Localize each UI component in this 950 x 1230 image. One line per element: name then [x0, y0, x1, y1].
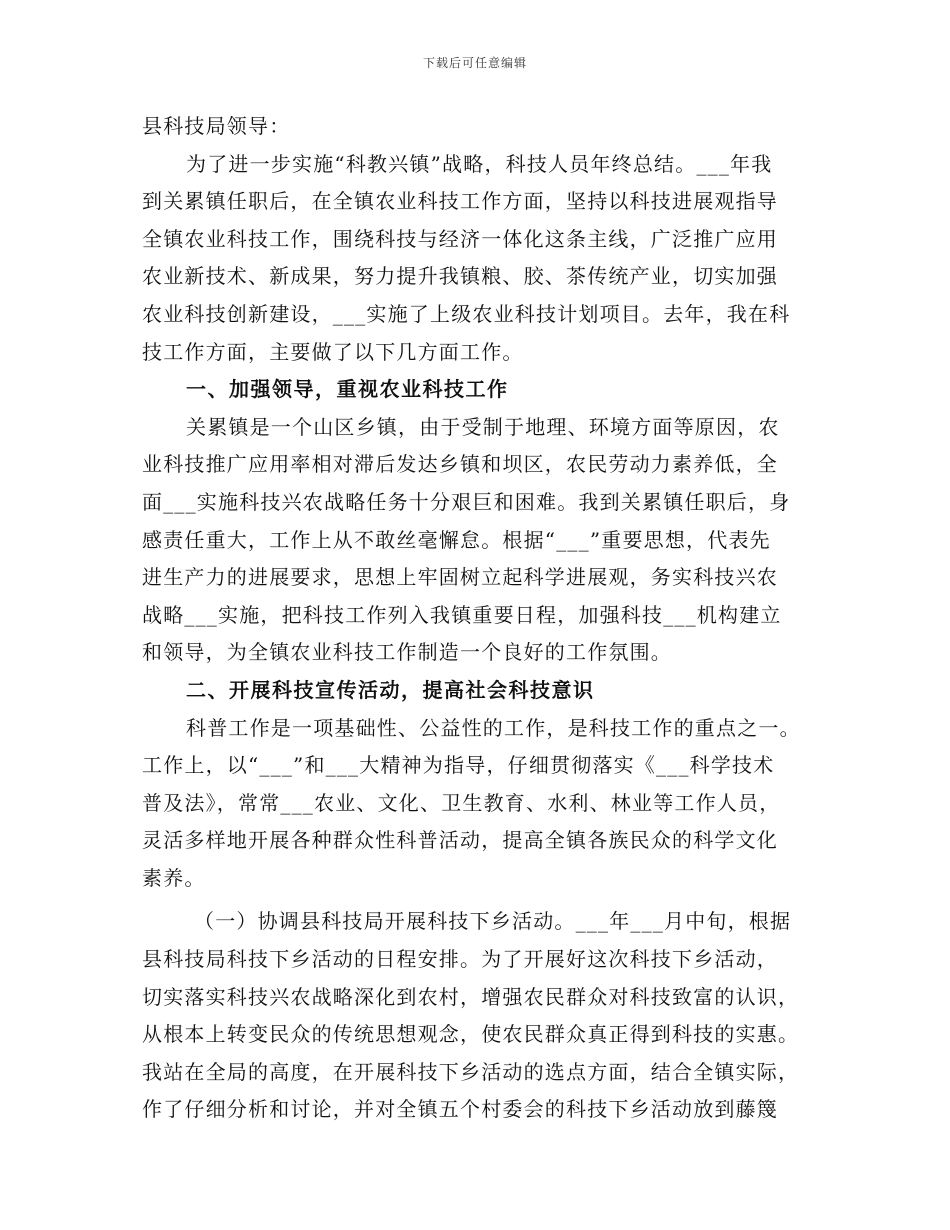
- paragraph-line: 工作上，以“___”和___大精神为指导，仔细贯彻落实《___科学技术: [142, 753, 775, 778]
- header-note: 下载后可任意编辑: [422, 56, 527, 70]
- paragraph-line: 战略___实施，把科技工作列入我镇重要日程，加强科技___机构建立: [142, 602, 782, 627]
- paragraph-line: 为了进一步实施“科教兴镇”战略，科技人员年终总结。___年我: [186, 151, 773, 176]
- salutation: 县科技局领导：: [142, 114, 291, 138]
- paragraph-line: 业科技推广应用率相对滞后发达乡镇和坝区，农民劳动力素养低，全: [142, 452, 778, 477]
- paragraph-line: 到关累镇任职后，在全镇农业科技工作方面，坚持以科技进展观指导: [142, 189, 778, 214]
- paragraph-line: 灵活多样地开展各种群众性科普活动，提高全镇各族民众的科学文化: [142, 828, 778, 853]
- paragraph-line: 切实落实科技兴农战略深化到农村，增强农民群众对科技致富的认识，: [142, 984, 800, 1009]
- paragraph-line: 面___实施科技兴农战略任务十分艰巨和困难。我到关累镇任职后，身: [142, 489, 791, 514]
- paragraph-line: 和领导，为全镇农业科技工作制造一个良好的工作氛围。: [142, 640, 672, 665]
- section-heading: 二、开展科技宣传活动，提高社会科技意识: [186, 677, 595, 702]
- section-heading: 一、加强领导，重视农业科技工作: [186, 377, 509, 402]
- paragraph-line: 全镇农业科技工作，围绕科技与经济一体化这条主线，广泛推广应用: [142, 226, 778, 251]
- paragraph-line: 农业科技创新建设，___实施了上级农业科技计划项目。去年，我在科: [142, 301, 791, 326]
- paragraph-line: 技工作方面，主要做了以下几方面工作。: [142, 339, 524, 364]
- paragraph-line: 科普工作是一项基础性、公益性的工作，是科技工作的重点之一。: [186, 715, 801, 740]
- document-body: [142, 108, 806, 1129]
- paragraph-line: 从根本上转变民众的传统思想观念，使农民群众真正得到科技的实惠。: [142, 1022, 800, 1047]
- paragraph-line: 关累镇是一个山区乡镇，由于受制于地理、环境方面等原因，农: [186, 414, 780, 439]
- paragraph-line: （一）协调县科技局开展科技下乡活动。___年___月中旬，根据: [194, 909, 792, 934]
- paragraph-line: 农业新技术、新成果，努力提升我镇粮、胶、茶传统产业，切实加强: [142, 264, 778, 289]
- paragraph-line: 感责任重大，工作上从不敢丝毫懈怠。根据“___”重要思想，代表先: [142, 527, 771, 552]
- paragraph-line: 县科技局科技下乡活动的日程安排。为了开展好这次科技下乡活动，: [142, 947, 778, 972]
- paragraph-line: 我站在全局的高度，在开展科技下乡活动的选点方面，结合全镇实际，: [142, 1059, 800, 1084]
- paragraph-line: 素养。: [142, 865, 206, 890]
- paragraph-line: 普及法》，常常___农业、文化、卫生教育、水利、林业等工作人员，: [142, 790, 781, 815]
- paragraph-line: 进生产力的进展要求，思想上牢固树立起科学进展观，务实科技兴农: [142, 565, 778, 590]
- paragraph-line: 作了仔细分析和讨论，并对全镇五个村委会的科技下乡活动放到藤篾: [142, 1097, 778, 1122]
